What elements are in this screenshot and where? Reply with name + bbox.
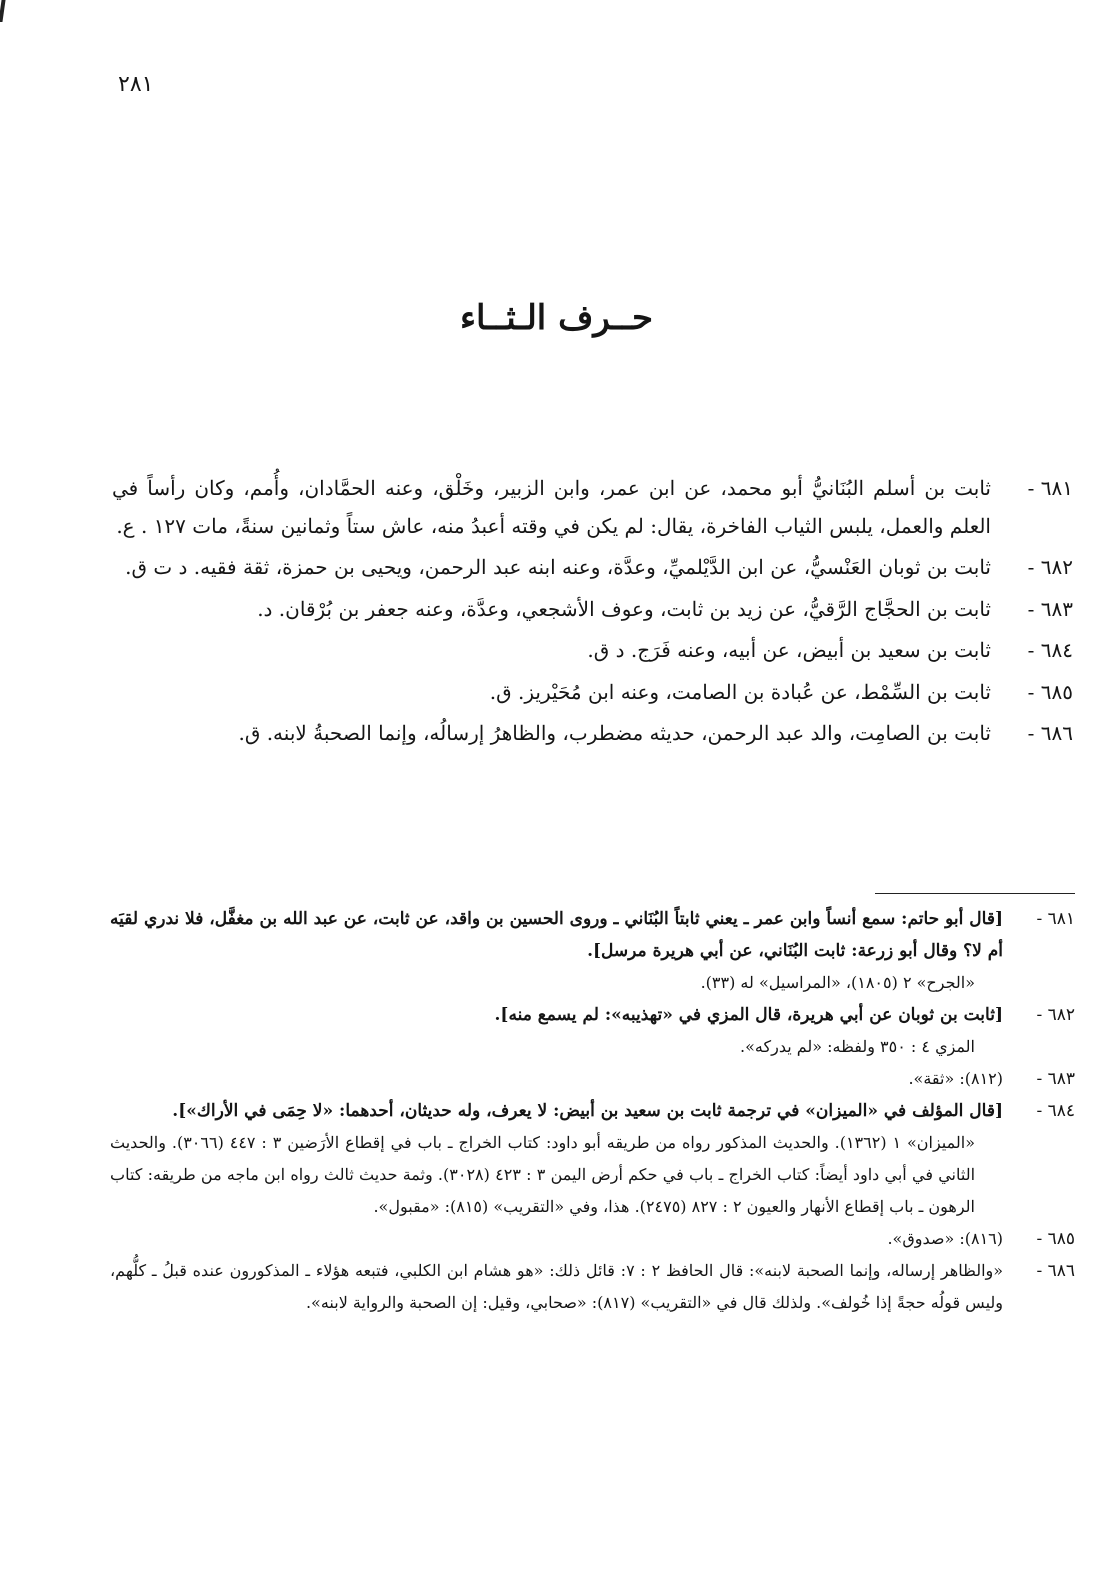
footnote-683: [110, 1063, 1075, 1095]
footnote-quote: [قال أبو حاتم: سمع أنساً وابن عمر ـ يعني ثابتاً البُنَاني ـ وروى الحسين بن واقد، عن ثابت، عن عبد الله بن مغفَّل، فلا ندري لقيَه أم لا؟ وقال أبو زرعة: ثابت البُنَاني، عن أبي هريرة مرسل].: [110, 909, 1003, 961]
footnotes: [110, 903, 1075, 1319]
footnote-number: ٦٨٦ -: [1036, 1261, 1075, 1281]
entry-number: ٦٨٦ -: [1027, 721, 1073, 745]
main-entries: [112, 470, 1073, 757]
entry-number: ٦٨١ -: [1027, 476, 1073, 500]
page-number: ٢٨١: [118, 72, 154, 97]
entry-number: ٦٨٢ -: [1027, 555, 1073, 579]
entry-684: [112, 632, 1073, 670]
entry-text: ثابت بن سعيد بن أبيض، عن أبيه، وعنه فَرَج. د ق.: [587, 638, 991, 662]
footnote-682: [110, 999, 1075, 1063]
entry-text: ثابت بن ثوبان العَنْسيُّ، عن ابن الدَّيْلميِّ، وعدَّة، وعنه ابنه عبد الرحمن، ويحيى بن حمزة، ثقة فقيه. د ت ق.: [125, 555, 991, 579]
footnote-source: «الجرح» ٢ (١٨٠٥)، «المراسيل» له (٣٣).: [700, 973, 975, 992]
footnote-text: «والظاهر إرساله، وإنما الصحبة لابنه»: قال الحافظ ٢ : ٧: قائل ذلك: «هو هشام ابن الكلبي، فتبعه هؤلاء ـ المذكورون عنده قبلُ ـ كلُّهم، وليس قولُه حجةً إذا خُولف». ولذلك قال في «التقريب» (٨١٧): «صحابي، وقيل: إن الصحبة والرواية لابنه».: [110, 1261, 1004, 1312]
footnote-684: [110, 1095, 1075, 1223]
footnote-number: ٦٨٤ -: [1036, 1101, 1075, 1121]
footnote-681: [110, 903, 1075, 999]
footnote-source: المزي ٤ : ٣٥٠ ولفظه: «لم يدركه».: [740, 1037, 975, 1056]
entry-683: [112, 591, 1073, 629]
entry-text: ثابت بن السِّمْط، عن عُبادة بن الصامت، وعنه ابن مُحَيْريز. ق.: [489, 679, 991, 704]
footnote-685: [110, 1223, 1075, 1255]
footnote-quote: [ثابت بن ثوبان عن أبي هريرة، قال المزي في «تهذيبه»: لم يسمع منه].: [494, 1005, 1003, 1025]
footnote-number: ٦٨٣ -: [1036, 1069, 1075, 1089]
entry-text: ثابت بن الحجَّاج الرَّقيُّ، عن زيد بن ثابت، وعوف الأشجعي، وعدَّة، وعنه جعفر بن بُرْقان. د.: [257, 596, 991, 621]
entry-685: [112, 674, 1073, 712]
page-edge-mark: [0, 0, 6, 22]
footnote-text: (٨١٦): «صدوق».: [887, 1229, 1003, 1248]
footnote-divider: [875, 893, 1075, 894]
entry-681: [112, 470, 1073, 545]
footnote-quote: [قال المؤلف في «الميزان» في ترجمة ثابت بن سعيد بن أبيض: لا يعرف، وله حديثان، أحدهما: «لا حِمَى في الأراك»].: [172, 1101, 1003, 1121]
chapter-title: حــرف الـثــاء: [459, 298, 654, 338]
footnote-686: [110, 1255, 1075, 1319]
footnote-number: ٦٨١ -: [1036, 909, 1075, 929]
entry-686: [112, 715, 1073, 753]
entry-text: ثابت بن أسلم البُنَانيُّ أبو محمد، عن ابن عمر، وابن الزبير، وخَلْق، وعنه الحمَّادان، وأُمم، وكان رأساً في العلم والعمل، يلبس الثياب الفاخرة، يقال: لم يكن في وقته أعبدُ منه، عاش ستاً وثمانين سنةً، مات ١٢٧ . ع.: [112, 476, 991, 538]
footnote-source: «الميزان» ١ (١٣٦٢). والحديث المذكور رواه من طريقه أبو داود: كتاب الخراج ـ باب في إقطاع الأرَضين ٣ : ٤٤٧ (٣٠٦٦). والحديث الثاني في أبي داود أيضاً: كتاب الخراج ـ باب في حكم أرض اليمن ٣ : ٤٢٣ (٣٠٢٨). وثمة حديث ثالث رواه ابن ماجه من طريقه: كتاب الرهون ـ باب إقطاع الأنهار والعيون ٢ : ٨٢٧ (٢٤٧٥). هذا، وفي «التقريب» (٨١٥): «مقبول».: [110, 1133, 976, 1216]
footnote-text: (٨١٢): «ثقة».: [908, 1069, 1003, 1088]
entry-number: ٦٨٥ -: [1027, 679, 1073, 704]
footnote-number: ٦٨٢ -: [1036, 1005, 1075, 1025]
entry-number: ٦٨٤ -: [1027, 638, 1073, 662]
entry-text: ثابت بن الصامِت، والد عبد الرحمن، حديثه مضطرب، والظاهرُ إرسالُه، وإنما الصحبةُ لابنه. ق.: [238, 721, 991, 745]
entry-number: ٦٨٣ -: [1027, 596, 1073, 621]
entry-682: [112, 549, 1073, 587]
footnote-number: ٦٨٥ -: [1036, 1229, 1075, 1249]
